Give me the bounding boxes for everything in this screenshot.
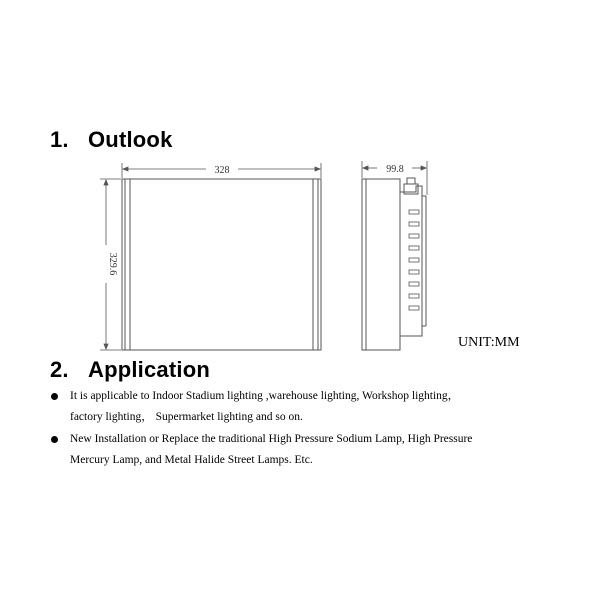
list-item xyxy=(50,386,580,428)
section-title: Application xyxy=(88,357,210,382)
application-list xyxy=(50,386,580,472)
unit-label: UNIT:MM xyxy=(458,335,520,350)
side-view-fins xyxy=(409,210,419,310)
section-number: 2. xyxy=(50,357,69,382)
list-item-line: It is applicable to Indoor Stadium lighting ,warehouse lighting, Workshop lighting， xyxy=(70,390,460,402)
front-width-label: 328 xyxy=(214,165,230,176)
bullet-icon xyxy=(51,393,58,400)
list-item xyxy=(50,429,580,471)
front-height-label: 329.6 xyxy=(107,252,118,276)
side-depth-label: 99.8 xyxy=(386,164,404,175)
section-heading-application xyxy=(50,357,210,383)
bullet-icon xyxy=(51,436,58,443)
list-item-line: New Installation or Replace the traditional High Pressure Sodium Lamp, High Pressure xyxy=(70,433,473,445)
list-item-line: factory lighting， Supermarket lighting and so on. xyxy=(70,411,303,423)
section-number: 1. xyxy=(50,127,69,152)
side-view xyxy=(362,178,426,350)
front-view xyxy=(122,179,321,350)
section-title: Outlook xyxy=(88,127,173,152)
front-view-outline xyxy=(122,179,321,350)
list-item-line: Mercury Lamp, and Metal Halide Street Lamps. Etc. xyxy=(70,454,313,466)
